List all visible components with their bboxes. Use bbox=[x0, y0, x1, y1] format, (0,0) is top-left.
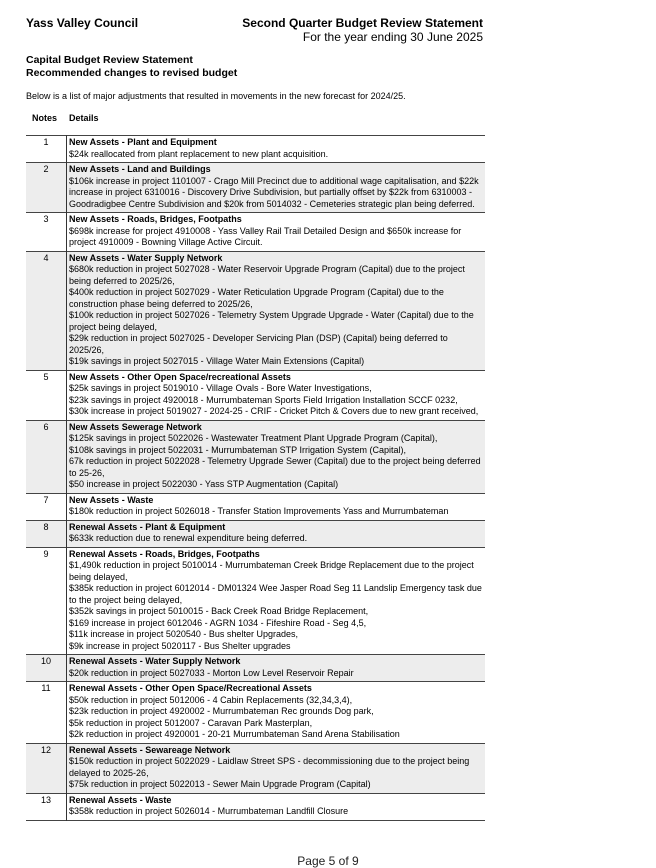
note-line: $19k savings in project 5027015 - Village Water Main Extensions (Capital) bbox=[69, 356, 365, 366]
note-number: 5 bbox=[26, 370, 67, 420]
note-title: New Assets - Roads, Bridges, Footpaths bbox=[69, 214, 242, 224]
note-details bbox=[67, 493, 486, 520]
note-details bbox=[67, 682, 486, 744]
note-number: 10 bbox=[26, 655, 67, 682]
table-row bbox=[26, 213, 485, 252]
note-details bbox=[67, 420, 486, 493]
note-number: 1 bbox=[26, 136, 67, 163]
note-title: Renewal Assets - Roads, Bridges, Footpaths bbox=[69, 548, 260, 559]
note-line: $23k savings in project 4920018 - Murrumbateman Sports Field Irrigation Installation SCCF 0232, bbox=[69, 394, 458, 405]
note-line: $20k reduction in project 5027033 - Morton Low Level Reservoir Repair bbox=[69, 667, 354, 678]
report-header bbox=[0, 16, 483, 44]
table-row bbox=[26, 655, 485, 682]
note-details bbox=[67, 520, 486, 547]
note-number: 13 bbox=[26, 793, 67, 820]
section-title: Capital Budget Review Statement bbox=[26, 54, 193, 66]
intro-text: Below is a list of major adjustments that resulted in movements in the new forecast for 2024/25. bbox=[26, 91, 406, 101]
note-line: $352k savings in project 5010015 - Back Creek Road Bridge Replacement, bbox=[69, 606, 369, 616]
adjustments-table bbox=[26, 135, 485, 821]
table-row bbox=[26, 520, 485, 547]
note-line: $11k increase in project 5020540 - Bus shelter Upgrades, bbox=[69, 629, 298, 639]
note-details bbox=[67, 163, 486, 213]
section-heading bbox=[26, 54, 237, 80]
note-line: $169 increase in project 6012046 - AGRN 1034 - Fifeshire Road - Seg 4,5, bbox=[69, 617, 367, 628]
note-line: $358k reduction in project 5026014 - Murrumbateman Landfill Closure bbox=[69, 806, 349, 816]
note-details bbox=[67, 547, 486, 655]
note-line: $180k reduction in project 5026018 - Transfer Station Improvements Yass and Murrumbateman bbox=[69, 506, 449, 516]
note-line: $29k reduction in project 5027025 - Developer Servicing Plan (DSP) (Capital) being deferred to 2025/26, bbox=[69, 333, 448, 355]
table-row bbox=[26, 251, 485, 370]
table-row bbox=[26, 420, 485, 493]
note-title: Renewal Assets - Waste bbox=[69, 794, 172, 805]
note-details bbox=[67, 213, 486, 252]
page-footer: Page 5 of 9 bbox=[297, 854, 359, 868]
note-line: $23k reduction in project 4920002 - Murrumbateman Rec grounds Dog park, bbox=[69, 706, 374, 716]
table-row bbox=[26, 793, 485, 820]
note-line: $1,490k reduction in project 5010014 - Murrumbateman Creek Bridge Replacement due to the project being delayed, bbox=[69, 560, 474, 582]
note-line: $50k reduction in project 5012006 - 4 Cabin Replacements (32,34,3,4), bbox=[69, 694, 353, 705]
note-title: New Assets - Land and Buildings bbox=[69, 164, 211, 174]
note-number: 12 bbox=[26, 743, 67, 793]
note-number: 3 bbox=[26, 213, 67, 252]
note-title: Renewal Assets - Sewareage Network bbox=[69, 744, 231, 755]
note-number: 7 bbox=[26, 493, 67, 520]
table-row bbox=[26, 163, 485, 213]
note-line: $2k reduction in project 4920001 - 20-21 Murrumbateman Sand Arena Stabilisation bbox=[69, 729, 400, 739]
note-line: $5k reduction in project 5012007 - Caravan Park Masterplan, bbox=[69, 717, 313, 728]
note-details bbox=[67, 793, 486, 820]
note-number: 8 bbox=[26, 520, 67, 547]
note-number: 4 bbox=[26, 251, 67, 370]
note-title: New Assets - Plant and Equipment bbox=[69, 137, 217, 147]
note-line: $125k savings in project 5022026 - Wastewater Treatment Plant Upgrade Program (Capital), bbox=[69, 433, 438, 443]
table-row bbox=[26, 370, 485, 420]
note-title: Renewal Assets - Other Open Space/Recreational Assets bbox=[69, 683, 312, 693]
note-line: $150k reduction in project 5022029 - Laidlaw Street SPS - decommissioning due to the project being delayed to 2025-26, bbox=[69, 756, 470, 778]
note-details bbox=[67, 136, 486, 163]
note-number: 9 bbox=[26, 547, 67, 655]
note-line: $106k increase in project 1101007 - Crago Mill Precinct due to additional wage capitalisation, and $22k increase in project 6310016 - Discovery Drive Subdivision, but partially offset by $22k from 6310003 - Goodradigbee Centre Subdivision and $20k from 5014032 - Cemeteries strategic plan being deferred. bbox=[69, 175, 479, 209]
note-title: Renewal Assets - Water Supply Network bbox=[69, 656, 241, 666]
note-title: New Assets Sewerage Network bbox=[69, 421, 202, 432]
table-row bbox=[26, 493, 485, 520]
note-number: 11 bbox=[26, 682, 67, 744]
section-subtitle: Recommended changes to revised budget bbox=[26, 67, 238, 79]
note-line: $50 increase in project 5022030 - Yass STP Augmentation (Capital) bbox=[69, 479, 339, 489]
report-subtitle: For the year ending 30 June 2025 bbox=[302, 30, 483, 44]
note-line: 67k reduction in project 5022028 - Telemetry Upgrade Sewer (Capital) due to the project being deferred to 25-26, bbox=[69, 456, 481, 478]
note-title: New Assets - Waste bbox=[69, 494, 154, 505]
note-line: $100k reduction in project 5027026 - Telemetry System Upgrade Upgrade - Water (Capital) due to the project being delayed, bbox=[69, 310, 474, 332]
note-line: $25k savings in project 5019010 - Village Ovals - Bore Water Investigations, bbox=[69, 383, 372, 393]
table-row bbox=[26, 547, 485, 655]
report-title: Second Quarter Budget Review Statement bbox=[242, 16, 483, 30]
details-column-header: Details bbox=[69, 113, 99, 123]
note-details bbox=[67, 655, 486, 682]
note-details bbox=[67, 743, 486, 793]
org-name: Yass Valley Council bbox=[26, 16, 139, 30]
note-title: Renewal Assets - Plant & Equipment bbox=[69, 521, 226, 532]
table-row bbox=[26, 682, 485, 744]
note-details bbox=[67, 370, 486, 420]
note-line: $9k increase in project 5020117 - Bus Shelter upgrades bbox=[69, 640, 291, 651]
note-line: $400k reduction in project 5027029 - Water Reticulation Upgrade Program (Capital) due to the construction phase being deferred to 2025/26, bbox=[69, 287, 444, 309]
note-title: New Assets - Other Open Space/recreational Assets bbox=[69, 371, 291, 382]
note-title: New Assets - Water Supply Network bbox=[69, 252, 223, 263]
note-line: $698k increase for project 4910008 - Yass Valley Rail Trail Detailed Design and $650k increase for project 4910009 - Bowning Village Active Circuit. bbox=[69, 225, 462, 247]
table-row bbox=[26, 136, 485, 163]
notes-column-header: Notes bbox=[32, 113, 58, 123]
note-details bbox=[67, 251, 486, 370]
note-line: $24k reallocated from plant replacement to new plant acquisition. bbox=[69, 148, 329, 159]
table-row bbox=[26, 743, 485, 793]
note-line: $30k increase in project 5019027 - 2024-25 - CRIF - Cricket Pitch & Covers due to new grant received, bbox=[69, 406, 479, 416]
note-line: $75k reduction in project 5022013 - Sewer Main Upgrade Program (Capital) bbox=[69, 779, 371, 789]
note-line: $633k reduction due to renewal expenditure being deferred. bbox=[69, 533, 308, 543]
note-line: $680k reduction in project 5027028 - Water Reservoir Upgrade Program (Capital) due to the project being deferred to 2025/26, bbox=[69, 264, 465, 286]
note-line: $108k savings in project 5022031 - Murrumbateman STP Irrigation System (Capital), bbox=[69, 444, 406, 455]
note-number: 2 bbox=[26, 163, 67, 213]
note-line: $385k reduction in project 6012014 - DM01324 Wee Jasper Road Seg 11 Landslip Emergency task due to the project being delayed, bbox=[69, 583, 482, 605]
note-number: 6 bbox=[26, 420, 67, 493]
